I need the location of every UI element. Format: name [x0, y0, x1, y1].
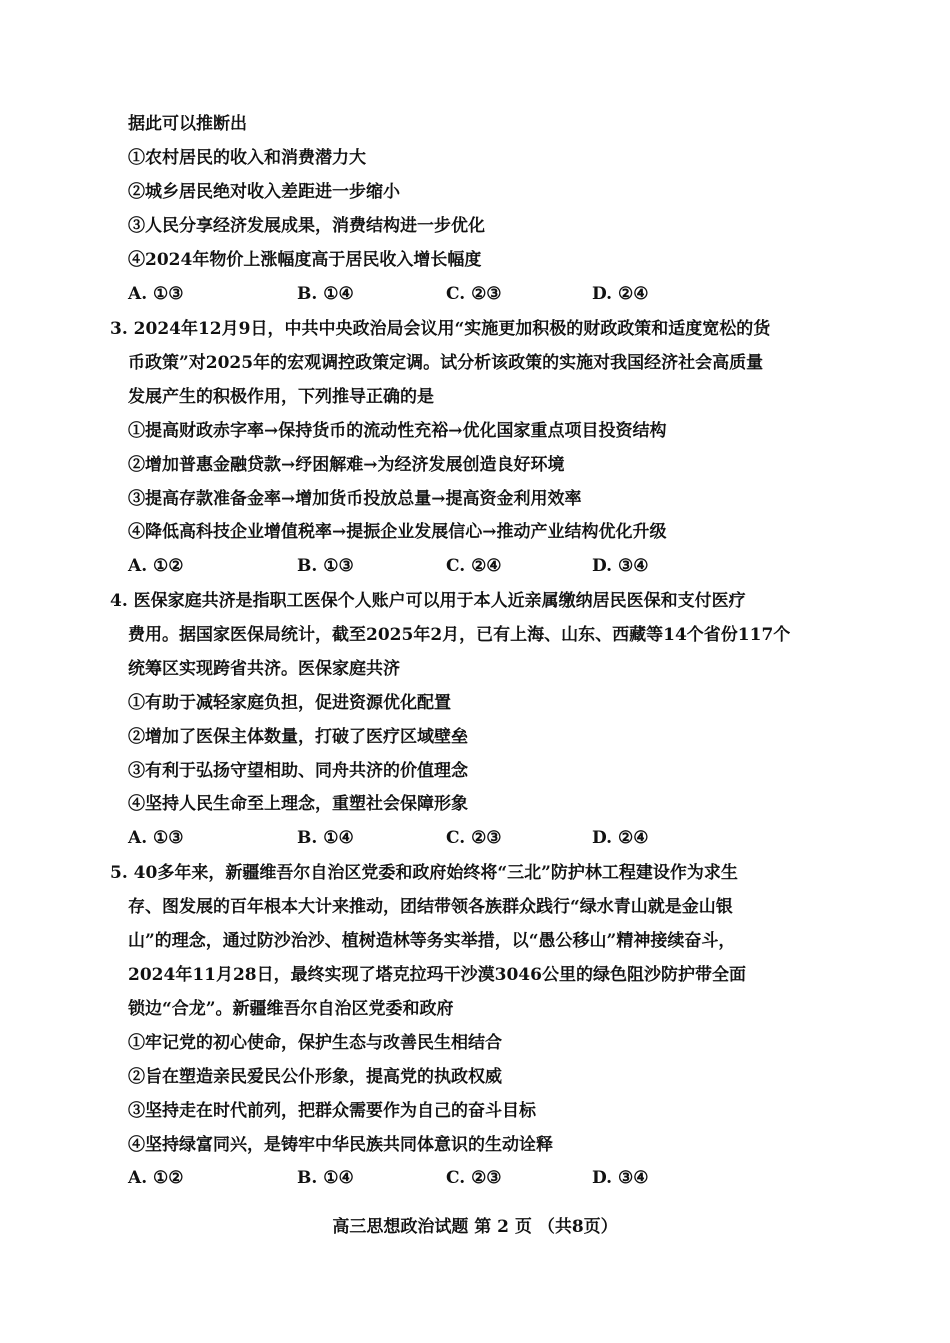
q5-stem-line-1: 5. 40多年来，新疆维吾尔自治区党委和政府始终将“三北”防护林工程建设作为求生 — [110, 863, 738, 883]
q5-statement-3: ③坚持走在时代前列，把群众需要作为自己的奋斗目标 — [128, 1101, 536, 1121]
q5-stem-line-2: 存、图发展的百年根本大计来推动，团结带领各族群众践行“绿水青山就是金山银 — [128, 897, 733, 917]
q5-stem-line-4: 2024年11月28日，最终实现了塔克拉玛干沙漠3046公里的绿色阻沙防护带全面 — [128, 965, 746, 985]
q3-statement-1: ①提高财政赤字率→保持货币的流动性充裕→优化国家重点项目投资结构 — [128, 421, 667, 441]
page-footer: 高三思想政治试题 第 2 页 （共8页） — [332, 1217, 618, 1237]
q4-statement-3: ③有利于弘扬守望相助、同舟共济的价值理念 — [128, 761, 468, 781]
q2-option-b[interactable]: B. ①④ — [297, 284, 354, 304]
q3-option-c[interactable]: C. ②④ — [446, 556, 502, 576]
q4-options — [128, 828, 828, 850]
q3-option-b[interactable]: B. ①③ — [297, 556, 354, 576]
q4-option-a[interactable]: A. ①③ — [128, 828, 184, 848]
q2-statement-1: ①农村居民的收入和消费潜力大 — [128, 148, 366, 168]
q2-option-a[interactable]: A. ①③ — [128, 284, 184, 304]
q5-option-a[interactable]: A. ①② — [128, 1168, 184, 1188]
q4-stem-line-2: 费用。据国家医保局统计，截至2025年2月，已有上海、山东、西藏等14个省份117个 — [128, 625, 791, 645]
q4-statement-4: ④坚持人民生命至上理念，重塑社会保障形象 — [128, 794, 468, 814]
q3-statement-4: ④降低高科技企业增值税率→提振企业发展信心→推动产业结构优化升级 — [128, 522, 667, 542]
q5-statement-1: ①牢记党的初心使命，保护生态与改善民生相结合 — [128, 1033, 502, 1053]
q5-stem-line-5: 锁边“合龙”。新疆维吾尔自治区党委和政府 — [128, 999, 454, 1019]
q2-option-d[interactable]: D. ②④ — [592, 284, 649, 304]
q3-options — [128, 556, 828, 578]
q5-statement-4: ④坚持绿富同兴，是铸牢中华民族共同体意识的生动诠释 — [128, 1135, 553, 1155]
q2-statement-4: ④2024年物价上涨幅度高于居民收入增长幅度 — [128, 250, 482, 270]
q3-option-a[interactable]: A. ①② — [128, 556, 184, 576]
q5-option-d[interactable]: D. ③④ — [592, 1168, 649, 1188]
q3-stem-line-1: 3. 2024年12月9日，中共中央政治局会议用“实施更加积极的财政政策和适度宽松的货 — [110, 319, 771, 339]
q3-statement-2: ②增加普惠金融贷款→纾困解难→为经济发展创造良好环境 — [128, 455, 565, 475]
q3-statement-3: ③提高存款准备金率→增加货币投放总量→提高资金利用效率 — [128, 489, 582, 509]
q4-option-d[interactable]: D. ②④ — [592, 828, 649, 848]
q5-option-c[interactable]: C. ②③ — [446, 1168, 502, 1188]
q5-option-b[interactable]: B. ①④ — [297, 1168, 354, 1188]
q3-stem-line-2: 币政策”对2025年的宏观调控政策定调。试分析该政策的实施对我国经济社会高质量 — [128, 353, 764, 373]
q4-statement-1: ①有助于减轻家庭负担，促进资源优化配置 — [128, 693, 451, 713]
q4-option-b[interactable]: B. ①④ — [297, 828, 354, 848]
q4-stem-line-1: 4. 医保家庭共济是指职工医保个人账户可以用于本人近亲属缴纳居民医保和支付医疗 — [110, 591, 746, 611]
q5-stem-line-3: 山”的理念，通过防沙治沙、植树造林等务实举措，以“愚公移山”精神接续奋斗， — [128, 931, 736, 951]
q2-statement-2: ②城乡居民绝对收入差距进一步缩小 — [128, 182, 400, 202]
q5-options — [128, 1168, 828, 1190]
q2-statement-3: ③人民分享经济发展成果，消费结构进一步优化 — [128, 216, 485, 236]
q2-options — [128, 284, 828, 306]
q2-option-c[interactable]: C. ②③ — [446, 284, 502, 304]
intro-line: 据此可以推断出 — [128, 114, 247, 134]
q3-option-d[interactable]: D. ③④ — [592, 556, 649, 576]
q4-statement-2: ②增加了医保主体数量，打破了医疗区域壁垒 — [128, 727, 468, 747]
q3-stem-line-3: 发展产生的积极作用，下列推导正确的是 — [128, 387, 434, 407]
q4-option-c[interactable]: C. ②③ — [446, 828, 502, 848]
q5-statement-2: ②旨在塑造亲民爱民公仆形象，提高党的执政权威 — [128, 1067, 502, 1087]
q4-stem-line-3: 统筹区实现跨省共济。医保家庭共济 — [128, 659, 400, 679]
